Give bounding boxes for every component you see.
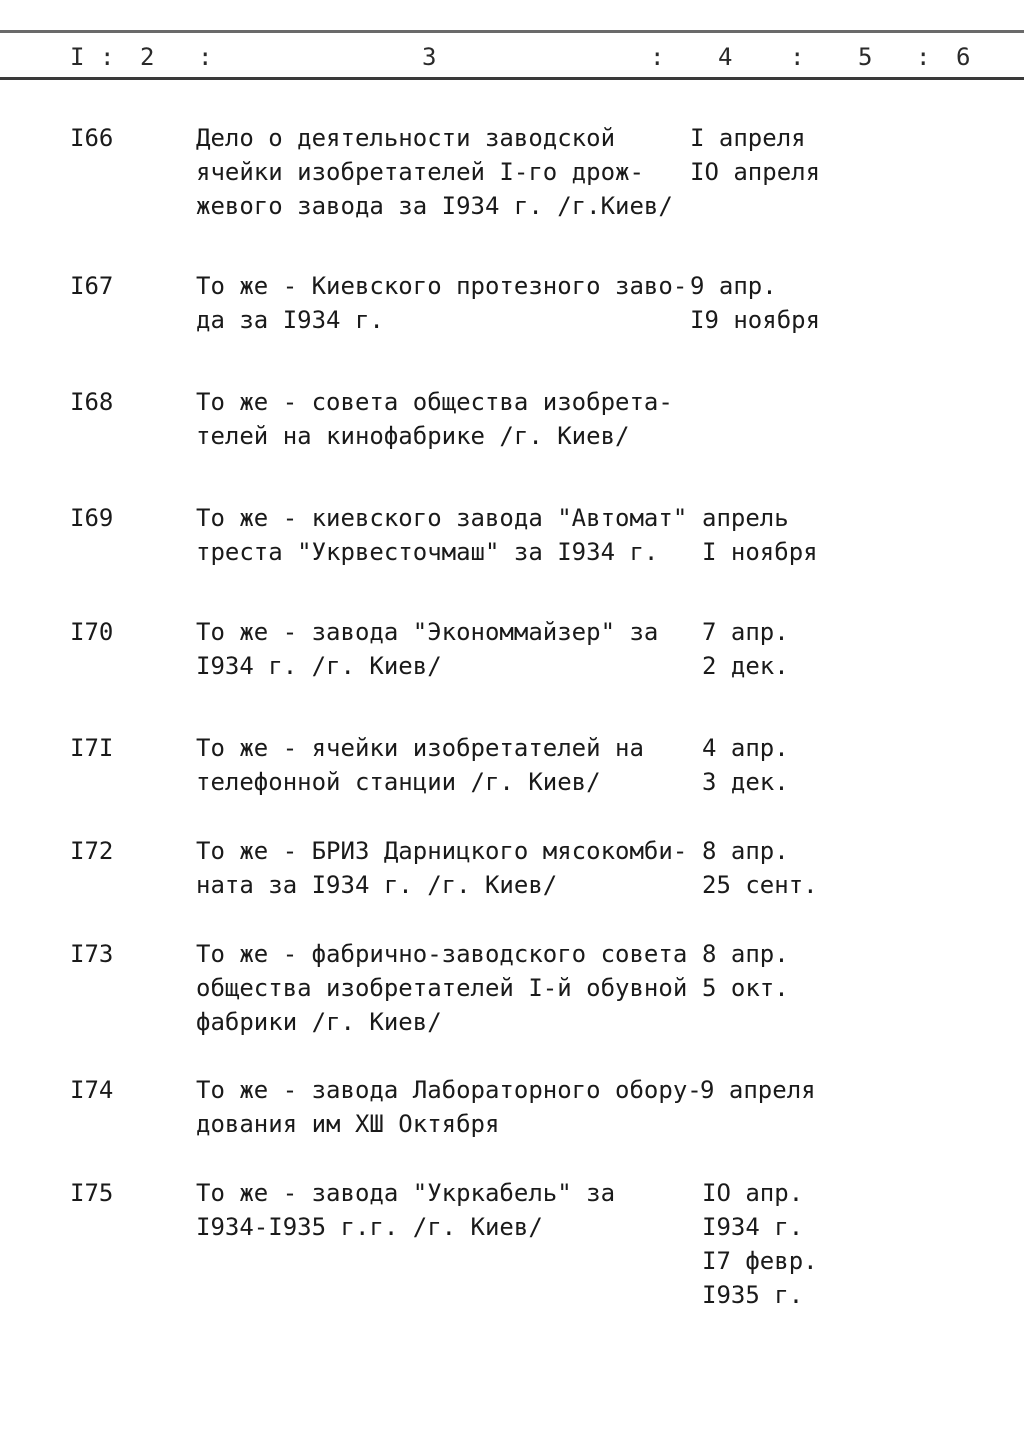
entry-date-line: I апреля [690, 124, 806, 152]
entry-title [196, 501, 696, 569]
entry-number: I67 [70, 272, 114, 300]
entry-title-line: дования им XШ Октября [196, 1110, 500, 1138]
entry-date-line: 2 дек. [702, 652, 789, 680]
header-col-1: I [70, 43, 85, 71]
entry-title-line: телей на кинофабрике /г. Киев/ [196, 422, 630, 450]
entry-date-line: IO апреля [690, 158, 821, 186]
entry-date-line: 9 апр. [690, 272, 777, 300]
header-sep-2: : [198, 43, 213, 71]
entry-dates [702, 1176, 818, 1312]
entry-dates [700, 1073, 816, 1107]
entry-title [196, 1073, 702, 1141]
header-bottom-rule [0, 77, 1024, 80]
entry-title [196, 731, 696, 799]
entry-number: I75 [70, 1179, 114, 1207]
entry-number: I69 [70, 504, 114, 532]
entry-title [196, 1176, 696, 1244]
entry-title [196, 937, 696, 1039]
entry-title-line: То же - киевского завода "Автомат" [196, 504, 688, 532]
header-col-2: 2 [140, 43, 155, 71]
header-col-3: 3 [422, 43, 437, 71]
entry-number: I74 [70, 1076, 114, 1104]
entry-dates [690, 121, 820, 189]
entry-date-line: 3 дек. [702, 768, 789, 796]
entry-date-line: 7 апр. [702, 618, 789, 646]
entry-number: I72 [70, 837, 114, 865]
entry-title-line: То же - Киевского протезного заво- [196, 272, 688, 300]
entry-date-line: апрель [702, 504, 789, 532]
header-col-4: 4 [718, 43, 733, 71]
entry-title-line: жевого завода за I934 г. /г.Киев/ [196, 192, 673, 220]
entry-title-line: Дело о деятельности заводской [196, 124, 616, 152]
header-sep-4: : [790, 43, 805, 71]
entry-title-line: То же - ячейки изобретателей на [196, 734, 644, 762]
entry-dates [690, 269, 820, 337]
entry-date-line: I9 ноября [690, 306, 821, 334]
entry-title-line: ната за I934 г. /г. Киев/ [196, 871, 558, 899]
entry-date-line: I7 февр. [702, 1247, 818, 1275]
entry-title-line: То же - завода "Укркабель" за [196, 1179, 616, 1207]
entry-title-line: То же - завода Лабораторного обору- [196, 1076, 702, 1104]
entry-title-line: То же - завода "Экономмайзер" за [196, 618, 659, 646]
header-sep-5: : [916, 43, 931, 71]
entry-date-line: I ноября [702, 538, 818, 566]
entry-date-line: IO апр. [702, 1179, 804, 1207]
entry-title-line: I934-I935 г.г. /г. Киев/ [196, 1213, 543, 1241]
entry-title-line: да за I934 г. [196, 306, 384, 334]
entry-title [196, 269, 696, 337]
entry-title [196, 615, 696, 683]
entry-title-line: ячейки изобретателей I-го дрож- [196, 158, 644, 186]
entry-date-line: I935 г. [702, 1281, 804, 1309]
entry-title [196, 834, 696, 902]
entry-title [196, 121, 696, 223]
entry-title-line: I934 г. /г. Киев/ [196, 652, 442, 680]
entry-dates [702, 731, 789, 799]
header-col-6: 6 [956, 43, 971, 71]
entry-date-line: 5 окт. [702, 974, 789, 1002]
entry-date-line: 8 апр. [702, 837, 789, 865]
entry-title-line: телефонной станции /г. Киев/ [196, 768, 601, 796]
entry-number: I73 [70, 940, 114, 968]
entry-number: I70 [70, 618, 114, 646]
entry-title-line: То же - совета общества изобрета- [196, 388, 673, 416]
header-col-5: 5 [858, 43, 873, 71]
header-sep-3: : [650, 43, 665, 71]
entry-number: I68 [70, 388, 114, 416]
entry-date-line: I934 г. [702, 1213, 804, 1241]
entry-date-line: 25 сент. [702, 871, 818, 899]
entry-dates [702, 615, 789, 683]
entry-date-line: 4 апр. [702, 734, 789, 762]
entry-title-line: общества изобретателей I-й обувной [196, 974, 688, 1002]
entry-title [196, 385, 696, 453]
header-sep-1: : [100, 43, 115, 71]
entry-title-line: То же - фабрично-заводского совета [196, 940, 688, 968]
entry-number: I7I [70, 734, 114, 762]
entry-title-line: То же - БРИЗ Дарницкого мясокомби- [196, 837, 688, 865]
entry-date-line: 9 апреля [700, 1076, 816, 1104]
entry-dates [702, 501, 818, 569]
entry-date-line: 8 апр. [702, 940, 789, 968]
entry-dates [702, 937, 789, 1005]
entry-title-line: треста "Укрвесточмаш" за I934 г. [196, 538, 659, 566]
entry-number: I66 [70, 124, 114, 152]
header-top-rule [0, 30, 1024, 33]
entry-title-line: фабрики /г. Киев/ [196, 1008, 442, 1036]
entry-dates [702, 834, 818, 902]
